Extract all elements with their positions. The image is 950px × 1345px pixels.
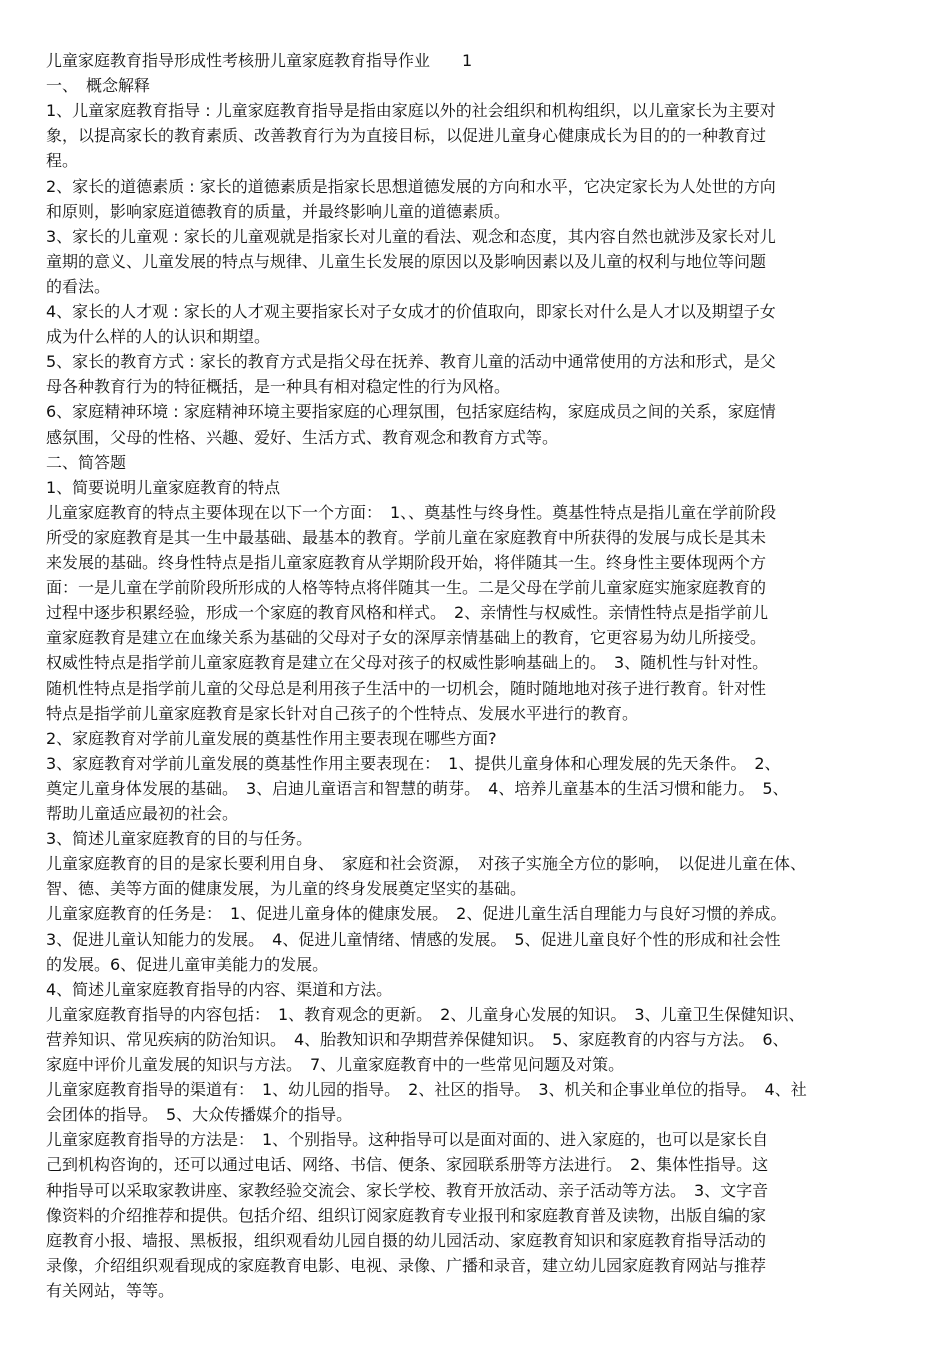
text-line: 智、德、美等方面的健康发展，为儿童的终身发展奠定坚实的基础。 — [46, 879, 527, 898]
text-line: 儿童家庭教育的任务是： 1、促进儿童身体的健康发展。 2、促进儿童生活自理能力与良好习惯的养成。 — [46, 904, 787, 923]
text-line: 过程中逐步积累经验，形成一个家庭的教育风格和样式。 2、亲情性与权威性。亲情性特点是指学前儿 — [46, 603, 769, 622]
text-line: 5、家长的教育方式 : 家长的教育方式是指父母在抚养、教育儿童的活动中通常使用的方法和形式，是父 — [46, 352, 776, 371]
text-line: 一、 概念解释 — [46, 76, 151, 95]
text-line: 特点是指学前儿童家庭教育是家长针对自己孩子的个性特点、发展水平进行的教育。 — [46, 704, 639, 723]
text-line: 感氛围，父母的性格、兴趣、爱好、生活方式、教育观念和教育方式等。 — [46, 428, 559, 447]
text-line: 象，以提高家长的教育素质、改善教育行为为直接目标，以促进儿童身心健康成长为目的的一种教育过 — [46, 126, 767, 145]
text-line: 儿童家庭教育的特点主要体现在以下一个方面： 1、、奠基性与终身性。奠基性特点是指儿童在学前阶段 — [46, 503, 777, 522]
text-line: 4、家长的人才观 : 家长的人才观主要指家长对子女成才的价值取向，即家长对什么是人才以及期望子女 — [46, 302, 776, 321]
text-line: 家庭中评价儿童发展的知识与方法。 7、儿童家庭教育中的一些常见问题及对策。 — [46, 1055, 625, 1074]
text-line: 的发展。6、促进儿童审美能力的发展。 — [46, 955, 329, 974]
text-line: 程。 — [46, 151, 79, 170]
text-line: 童期的意义、儿童发展的特点与规律、儿童生长发展的原因以及影响因素以及儿童的权利与地位等问题 — [46, 252, 767, 271]
text-line: 2、家长的道德素质 : 家长的道德素质是指家长思想道德发展的方向和水平，它决定家长为人处世的方向 — [46, 177, 776, 196]
text-line: 的看法。 — [46, 277, 111, 296]
text-line: 面：一是儿童在学前阶段所形成的人格等特点将伴随其一生。二是父母在学前儿童家庭实施家庭教育的 — [46, 578, 767, 597]
text-line: 和原则，影响家庭道德教育的质量，并最终影响儿童的道德素质。 — [46, 202, 511, 221]
text-line: 1、简要说明儿童家庭教育的特点 — [46, 478, 281, 497]
text-line: 奠定儿童身体发展的基础。 3、启迪儿童语言和智慧的萌芽。 4、培养儿童基本的生活习惯和能力。 5、 — [46, 779, 789, 798]
text-line: 种指导可以采取家教讲座、家教经验交流会、家长学校、教育开放活动、亲子活动等方法。 3、文字音 — [46, 1181, 769, 1200]
text-line: 营养知识、常见疾病的防治知识。 4、胎教知识和孕期营养保健知识。 5、家庭教育的内容与方法。 6、 — [46, 1030, 789, 1049]
text-line: 成为什么样的人的认识和期望。 — [46, 327, 271, 346]
text-line: 所受的家庭教育是其一生中最基础、最基本的教育。学前儿童在家庭教育中所获得的发展与成长是其未 — [46, 528, 767, 547]
text-line: 母各种教育行为的特征概括，是一种具有相对稳定性的行为风格。 — [46, 377, 511, 396]
text-line: 会团体的指导。 5、大众传播媒介的指导。 — [46, 1105, 353, 1124]
text-line: 儿童家庭教育指导的内容包括： 1、教育观念的更新。 2、儿童身心发展的知识。 3、儿童卫生保健知识、 — [46, 1005, 805, 1024]
text-line: 童家庭教育是建立在血缘关系为基础的父母对子女的深厚亲情基础上的教育，它更容易为幼儿所接受。 — [46, 628, 767, 647]
text-line: 随机性特点是指学前儿童的父母总是利用孩子生活中的一切机会，随时随地地对孩子进行教育。针对性 — [46, 679, 767, 698]
text-line: 有关网站，等等。 — [46, 1281, 175, 1300]
text-line: 3、简述儿童家庭教育的目的与任务。 — [46, 829, 313, 848]
text-line: 权威性特点是指学前儿童家庭教育是建立在父母对孩子的权威性影响基础上的。 3、随机性与针对性。 — [46, 653, 769, 672]
text-line: 来发展的基础。终身性特点是指儿童家庭教育从学期阶段开始，将伴随其一生。终身性主要体现两个方 — [46, 553, 767, 572]
text-line: 3、家庭教育对学前儿童发展的奠基性作用主要表现在： 1、提供儿童身体和心理发展的先天条件。 2、 — [46, 754, 781, 773]
text-line: 1、儿童家庭教育指导 : 儿童家庭教育指导是指由家庭以外的社会组织和机构组织，以儿童家长为主要对 — [46, 101, 776, 120]
text-line: 录像，介绍组织观看现成的家庭教育电影、电视、录像、广播和录音，建立幼儿园家庭教育网站与推荐 — [46, 1256, 767, 1275]
text-line: 庭教育小报、墙报、黑板报，组织观看幼儿园自摄的幼儿园活动、家庭教育知识和家庭教育指导活动的 — [46, 1231, 767, 1250]
text-line: 帮助儿童适应最初的社会。 — [46, 804, 239, 823]
text-line: 3、家长的儿童观 : 家长的儿童观就是指家长对儿童的看法、观念和态度，其内容自然也就涉及家长对儿 — [46, 227, 776, 246]
text-line: 2、家庭教育对学前儿童发展的奠基性作用主要表现在哪些方面? — [46, 729, 497, 748]
text-line: 二、简答题 — [46, 453, 127, 472]
text-line: 儿童家庭教育的目的是家长要利用自身、 家庭和社会资源， 对孩子实施全方位的影响， 以促进儿童在体、 — [46, 854, 807, 873]
text-line: 儿童家庭教育指导的渠道有： 1、幼儿园的指导。 2、社区的指导。 3、机关和企事业单位的指导。 4、社 — [46, 1080, 807, 1099]
text-line: 像资料的介绍推荐和提供。包括介绍、组织订阅家庭教育专业报刊和家庭教育普及读物，出版自编的家 — [46, 1206, 767, 1225]
document-title: 儿童家庭教育指导形成性考核册儿童家庭教育指导作业 1 — [46, 51, 473, 70]
text-line: 儿童家庭教育指导的方法是： 1、个别指导。这种指导可以是面对面的、进入家庭的，也可以是家长自 — [46, 1130, 769, 1149]
text-line: 己到机构咨询的，还可以通过电话、网络、书信、便条、家园联系册等方法进行。 2、集体性指导。这 — [46, 1155, 769, 1174]
text-line: 6、家庭精神环境 : 家庭精神环境主要指家庭的心理氛围，包括家庭结构，家庭成员之间的关系，家庭情 — [46, 402, 776, 421]
text-line: 3、促进儿童认知能力的发展。 4、促进儿童情绪、情感的发展。 5、促进儿童良好个性的形成和社会性 — [46, 930, 781, 949]
text-line: 4、简述儿童家庭教育指导的内容、渠道和方法。 — [46, 980, 393, 999]
